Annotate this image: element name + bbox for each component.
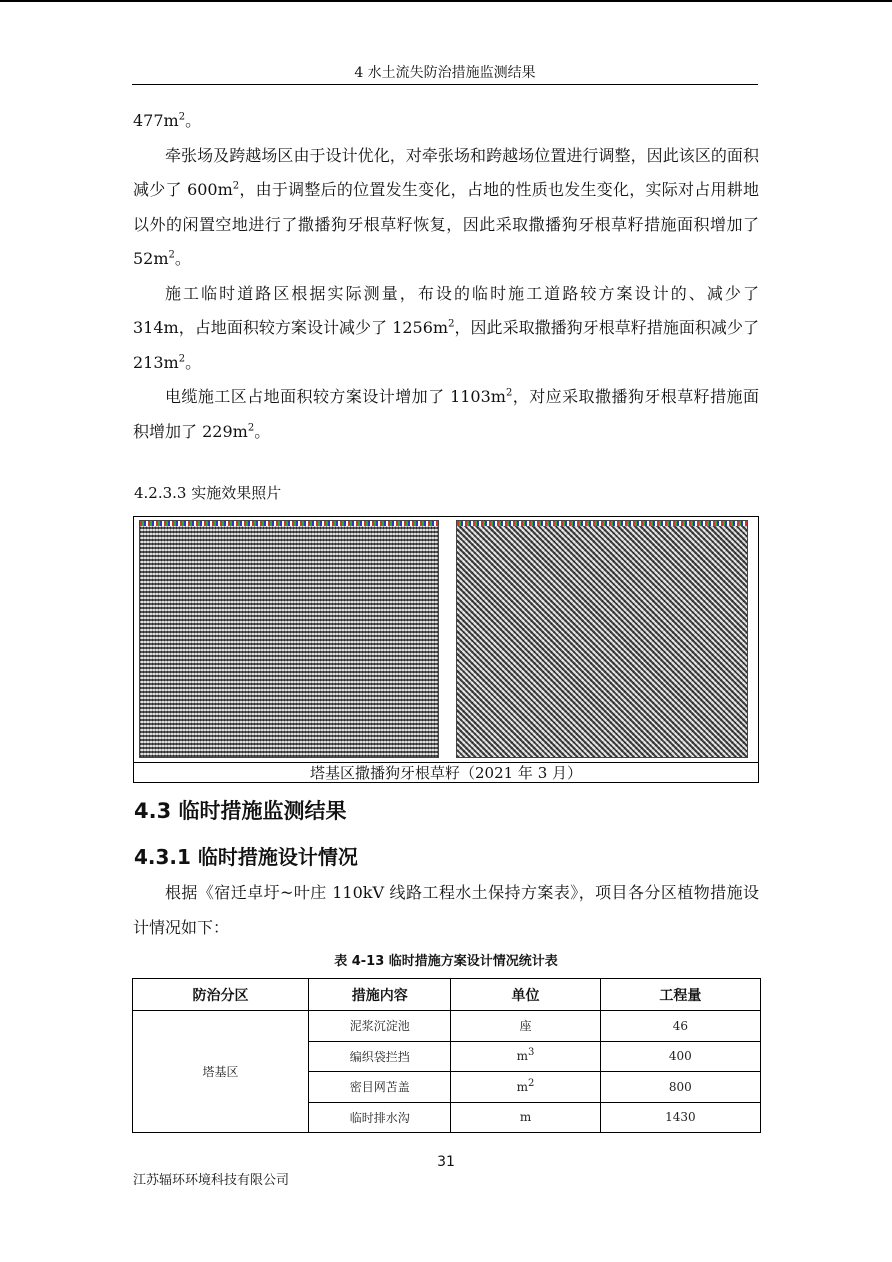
company-footer: 江苏辐环环境科技有限公司: [133, 1173, 290, 1188]
top-border-line: [0, 0, 892, 2]
paragraph-tension-field: 牵张场及跨越场区由于设计优化，对牵张场和跨越场位置进行调整，因此该区的面积减少了 $600m^2$，由于调整后的位置发生变化，占地的性质也发生变化，实际对占用耕地以外的闲置空地进行了撒播狗牙根草籽恢复，因此采取撒播狗牙根草籽措施面积增加了 $52m^2$。: [133, 145, 759, 268]
photo-left: [139, 520, 439, 758]
section-heading-4-3: 4.3 临时措施监测结果: [134, 799, 347, 823]
body-text-top: [133, 104, 759, 449]
quantity-cell: 800: [600, 1072, 760, 1103]
photo-caption: 塔基区撒播狗牙根草籽（2021 年 3 月）: [309, 764, 583, 782]
paragraph-intro: 根据《宿迁卓圩~叶庄 110kV 线路工程水土保持方案表》，项目各分区植物措施设计情况如下：: [133, 883, 759, 937]
running-header: 4 水土流失防治措施监测结果: [354, 65, 536, 81]
section-heading-4-3-1: 4.3.1 临时措施设计情况: [134, 845, 358, 869]
quantity-cell: 400: [600, 1041, 760, 1072]
paragraph-temporary-road: 施工临时道路区根据实际测量，布设的临时施工道路较方案设计的、减少了 314m，占地面积较方案设计减少了 $1256m^2$，因此采取撒播狗牙根草籽措施面积减少了 $213m^2$。: [133, 283, 759, 372]
measure-cell: 密目网苫盖: [309, 1072, 451, 1103]
photo-right: [456, 520, 748, 758]
temporary-measures-table: [132, 978, 761, 1133]
measure-cell: 编织袋拦挡: [309, 1041, 451, 1072]
table-row: [133, 1011, 761, 1042]
unit-cell: m: [451, 1102, 600, 1133]
header-quantity: 工程量: [600, 979, 760, 1011]
paragraph-cable-area: 电缆施工区占地面积较方案设计增加了 $1103m^2$，对应采取撒播狗牙根草籽措施面积增加了 $229m^2$。: [133, 387, 759, 441]
photo-frame: [133, 516, 759, 783]
unit-cell: $m^3$: [451, 1041, 600, 1072]
header-measure: 措施内容: [309, 979, 451, 1011]
header-zone: 防治分区: [133, 979, 309, 1011]
quantity-cell: 1430: [600, 1102, 760, 1133]
header-rule: [132, 84, 758, 85]
unit-cell: 座: [451, 1011, 600, 1042]
zone-cell: 塔基区: [133, 1011, 309, 1133]
unit-cell: $m^2$: [451, 1072, 600, 1103]
subsection-heading: 4.2.3.3 实施效果照片: [134, 484, 282, 502]
measure-cell: 泥浆沉淀池: [309, 1011, 451, 1042]
quantity-cell: 46: [600, 1011, 760, 1042]
header-unit: 单位: [451, 979, 600, 1011]
measure-cell: 临时排水沟: [309, 1102, 451, 1133]
paragraph-continuation: $477m^2$。: [133, 111, 202, 130]
table-header-row: [133, 979, 761, 1011]
body-text-intro: [133, 876, 759, 945]
page-number: 31: [437, 1154, 455, 1170]
table-caption: 表 4-13 临时措施方案设计情况统计表: [334, 954, 558, 969]
